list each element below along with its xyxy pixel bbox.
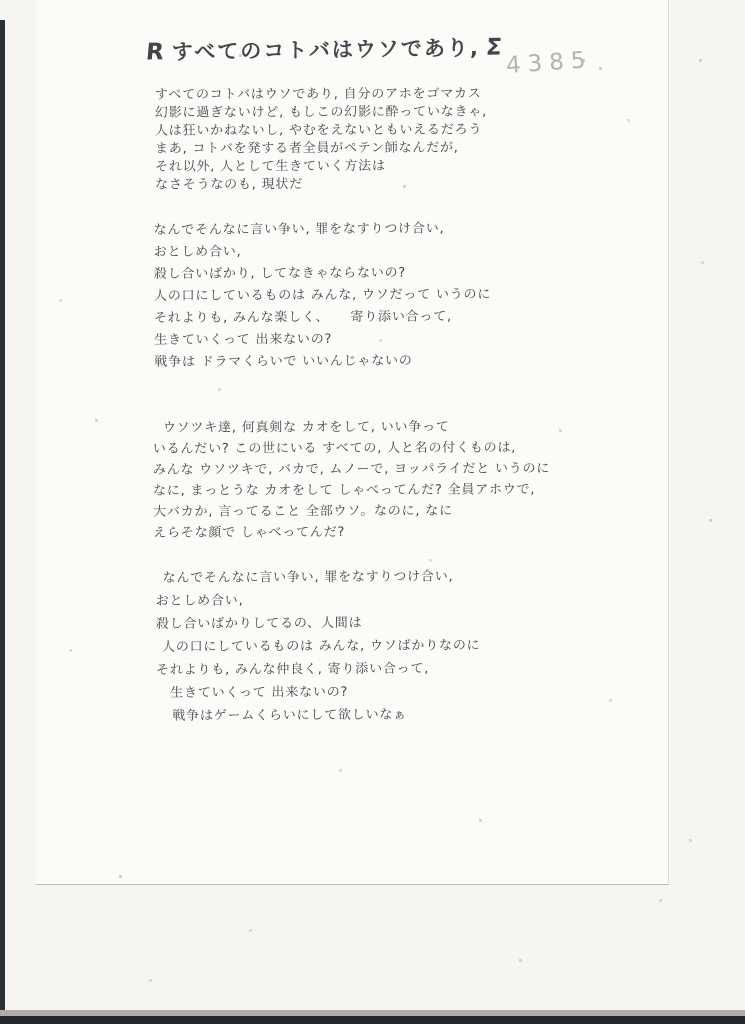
stanza-4 <box>156 565 481 728</box>
stanza-4-line-7: 戦争はゲームくらいにして欲しいなぁ <box>172 707 408 724</box>
stanza-4-line-5: それよりも, みんな仲良く, 寄り添い合って, <box>156 661 430 678</box>
stanza-3-line-6: えらそな顔で しゃべってんだ? <box>153 525 346 541</box>
scanner-edge-bottom-dark <box>0 1016 745 1024</box>
scan-noise-speckles <box>0 0 1 1</box>
stanza-2-line-6: 生きていくって 出来ないの? <box>154 331 333 348</box>
stanza-3 <box>153 416 551 543</box>
stanza-1 <box>155 85 488 194</box>
stanza-1-line-2: 幻影に過ぎないけど, もしこの幻影に酔っていなきゃ, <box>154 104 488 121</box>
stanza-1-line-3: 人は狂いかねないし, やむをえないともいえるだろう <box>154 122 483 139</box>
stanza-2-line-4: 人の口にしているものは みんな, ウソだって いうのに <box>153 287 492 304</box>
stanza-1-line-4: まあ, コトバを発する者全員がペテン師なんだが, <box>155 140 459 157</box>
stanza-1-line-6: なさそうなのも, 現状だ <box>155 177 304 193</box>
stanza-2-line-2: おとしめ合い, <box>153 244 242 260</box>
stanza-3-line-4: なに, まっとうな カオをして しゃべってんだ? 全員アホウで, <box>153 482 536 499</box>
stanza-3-line-3: みんな ウソツキで, バカで, ムノーで, ヨッパライだと いうのに <box>152 461 551 478</box>
stanza-2 <box>154 218 492 374</box>
song-title <box>140 31 510 66</box>
pencil-page-number: 4385 <box>505 47 594 79</box>
stanza-3-line-2: いるんだい? この世にいる すべての, 人と名の付くものは, <box>152 440 517 457</box>
stanza-2-line-7: 戦争は ドラマくらいで いいんじゃないの <box>154 353 413 370</box>
title-left-bracket-mark: R <box>144 39 167 66</box>
stanza-4-line-3: 殺し合いばかりしてるの、人間は <box>155 615 363 632</box>
stanza-2-line-1: なんでそんなに言い争い, 罪をなすりつけ合い, <box>153 221 445 238</box>
stanza-3-line-1: ウソツキ達, 何真剣な カオをして, いい争って <box>162 419 450 436</box>
stanza-1-line-5: それ以外, 人として生きていく方法は <box>155 158 386 175</box>
stanza-4-line-6: 生きていくって 出来ないの? <box>170 684 349 701</box>
stanza-4-line-2: おとしめ合い, <box>155 593 244 609</box>
stanza-3-line-5: 大バカか, 言ってること 全部ウソ。なのに, なに <box>153 503 453 520</box>
stanza-2-line-3: 殺し合いばかり, してなきゃならないの? <box>153 265 407 282</box>
stanza-2-line-5: それよりも, みんな楽しく、 寄り添い合って, <box>154 309 452 326</box>
stanza-4-line-1: なんでそんなに言い争い, 罪をなすりつけ合い, <box>162 569 454 586</box>
stanza-1-line-1: すべてのコトバはウソであり, 自分のアホをゴマカス <box>154 86 482 103</box>
stanza-4-line-4: 人の口にしているものは みんな, ウソばかりなのに <box>161 638 481 655</box>
title-text: すべてのコトバはウソであり, <box>171 35 481 65</box>
scanner-edge-left <box>0 20 5 1024</box>
title-right-bracket-mark: Σ <box>484 34 505 61</box>
